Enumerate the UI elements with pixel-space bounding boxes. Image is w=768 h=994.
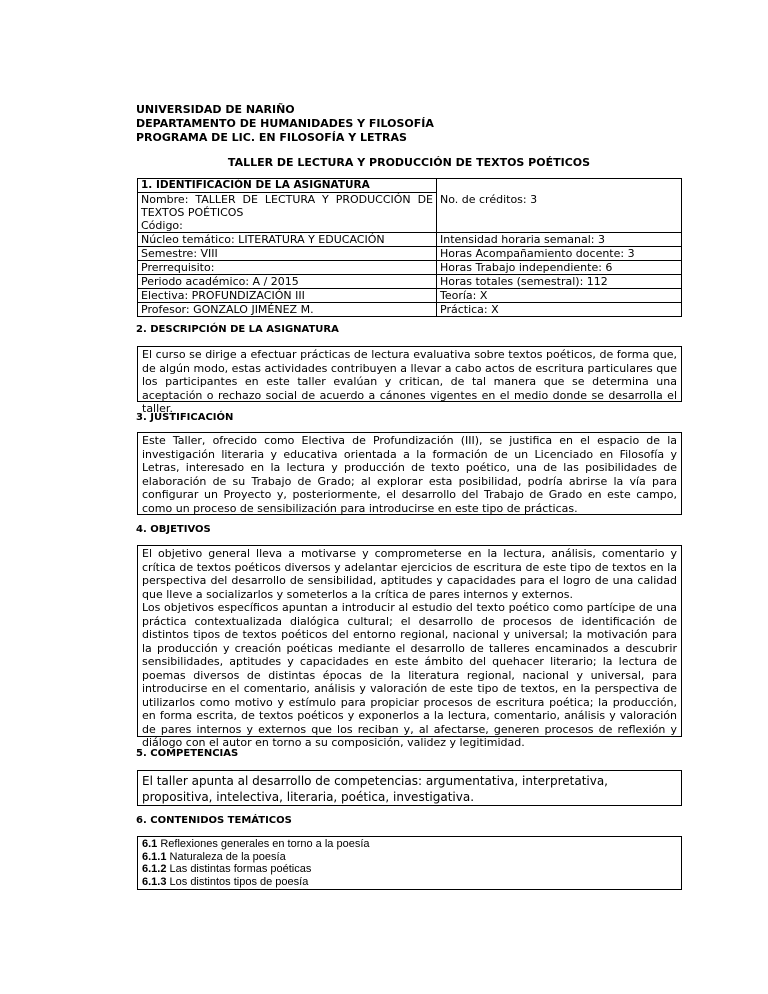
content-item <box>142 851 677 864</box>
content-number: 6.1.2 <box>142 863 167 875</box>
objectives-heading: 4. OBJETIVOS <box>136 524 211 535</box>
description-text: El curso se dirige a efectuar prácticas de lectura evaluativa sobre textos poéticos, de forma que, de algún modo, estas actividades contribuyen a llevar a cabo actos de escritura particulares que los participantes en este taller evalúan y critican, de tal manera que se determina una aceptación o rechazo social de acuerdo a cánones vigentes en el medio donde se desarrolla el taller. <box>142 348 677 415</box>
content-item <box>142 876 677 889</box>
prerequisite: Prerrequisito: <box>138 261 437 275</box>
thematic-nucleus: Núcleo temático: LITERATURA Y EDUCACIÓN <box>138 233 437 247</box>
credits: No. de créditos: 3 <box>440 193 538 206</box>
competences-box <box>137 770 682 806</box>
teacher-hours: Horas Acompañamiento docente: 3 <box>437 247 682 261</box>
semester: Semestre: VIII <box>138 247 437 261</box>
justification-heading: 3. JUSTIFICACIÓN <box>136 412 234 423</box>
content-item <box>142 838 677 851</box>
objectives-specific: Los objetivos específicos apuntan a introducir al estudio del texto poético como partícipe de una práctica contextualizada dialógica cultural; el desarrollo de procesos de identificación de distintos tipos de textos poéticos del entorno regional, nacional y universal; la motivación para la producción y creación poéticas mediante el desarrollo de talleres encaminados a descubrir sensibilidades, aptitudes y capacidades en este ámbito del quehacer literario; la lectura de poemas diversos de distintas épocas de la literatura regional, nacional y universal, para introducirse en el comentario, análisis y valoración de este tipo de textos, en la perspectiva de utilizarlos como motivo y estímulo para propiciar procesos de escritura poética; la producción, en forma escrita, de textos poéticos y exponerlos a la lectura, comentario, análisis y valoración de pares internos y externos que los reciban y, al afectarse, generen procesos de reflexión y diálogo con el autor en torno a su composición, validez y legitimidad. <box>142 601 677 749</box>
contents-box <box>137 836 682 890</box>
description-heading: 2. DESCRIPCIÓN DE LA ASIGNATURA <box>136 324 339 335</box>
course-code: Código: <box>138 219 437 233</box>
contents-heading: 6. CONTENIDOS TEMÁTICOS <box>136 815 292 826</box>
content-number: 6.1.1 <box>142 850 167 863</box>
justification-box <box>137 432 682 515</box>
identification-heading: 1. IDENTIFICACIÓN DE LA ASIGNATURA <box>138 179 437 193</box>
identification-table <box>137 178 682 317</box>
credits-cell <box>437 179 682 233</box>
content-number: 6.1.3 <box>142 875 167 888</box>
objectives-box <box>137 545 682 749</box>
weekly-hours: Intensidad horaria semanal: 3 <box>437 233 682 247</box>
competences-text: El taller apunta al desarrollo de competencias: argumentativa, interpretativa, propositiva, intelectiva, literaria, poética, investigativa. <box>142 774 608 804</box>
objectives-general: El objetivo general lleva a motivarse y comprometerse en la lectura, análisis, comentario y crítica de textos poéticos diversos y adelantar ejercicios de escritura de este tipo de textos en la perspectiva del desarrollo de sensibilidad, aptitudes y capacidades para el logro de una calidad que lleve a socializarlos y someterlos a la crítica de pares internos y externos. <box>142 547 677 601</box>
total-hours: Horas totales (semestral): 112 <box>437 275 682 289</box>
university-name: UNIVERSIDAD DE NARIÑO <box>136 103 295 116</box>
content-item <box>142 863 677 876</box>
professor: Profesor: GONZALO JIMÉNEZ M. <box>138 303 437 317</box>
elective: Electiva: PROFUNDIZACIÓN III <box>138 289 437 303</box>
academic-period: Periodo académico: A / 2015 <box>138 275 437 289</box>
justification-text: Este Taller, ofrecido como Electiva de Profundización (III), se justifica en el espacio de la investigación literaria y educativa orientada a la formación de un Licenciado en Filosofía y Letras, interesado en la lectura y producción de texto poético, una de las posibilidades de elaboración de su Trabajo de Grado; al explorar esta posibilidad, podría abrirse la vía para configurar un Proyecto y, posteriormente, el desarrollo del Trabajo de Grado en este campo, como un proceso de sensibilización para introducirse en este tipo de prácticas. <box>142 434 677 515</box>
description-box <box>137 346 682 415</box>
document-title: TALLER DE LECTURA Y PRODUCCIÓN DE TEXTOS POÉTICOS <box>227 156 591 169</box>
course-name: Nombre: TALLER DE LECTURA Y PRODUCCIÓN DE TEXTOS POÉTICOS <box>138 193 437 220</box>
content-text: Los distintos tipos de poesía <box>166 875 309 888</box>
content-text: Naturaleza de la poesía <box>166 850 286 863</box>
independent-hours: Horas Trabajo independiente: 6 <box>437 261 682 275</box>
program-name: PROGRAMA DE LIC. EN FILOSOFÍA Y LETRAS <box>136 131 407 144</box>
content-text: Reflexiones generales en torno a la poesía <box>157 838 370 850</box>
practice: Práctica: X <box>437 303 682 317</box>
content-text: Las distintas formas poéticas <box>166 863 312 875</box>
department-name: DEPARTAMENTO DE HUMANIDADES Y FILOSOFÍA <box>136 117 434 130</box>
competences-heading: 5. COMPETENCIAS <box>136 748 239 759</box>
content-number: 6.1 <box>142 838 158 850</box>
theory: Teoría: X <box>437 289 682 303</box>
